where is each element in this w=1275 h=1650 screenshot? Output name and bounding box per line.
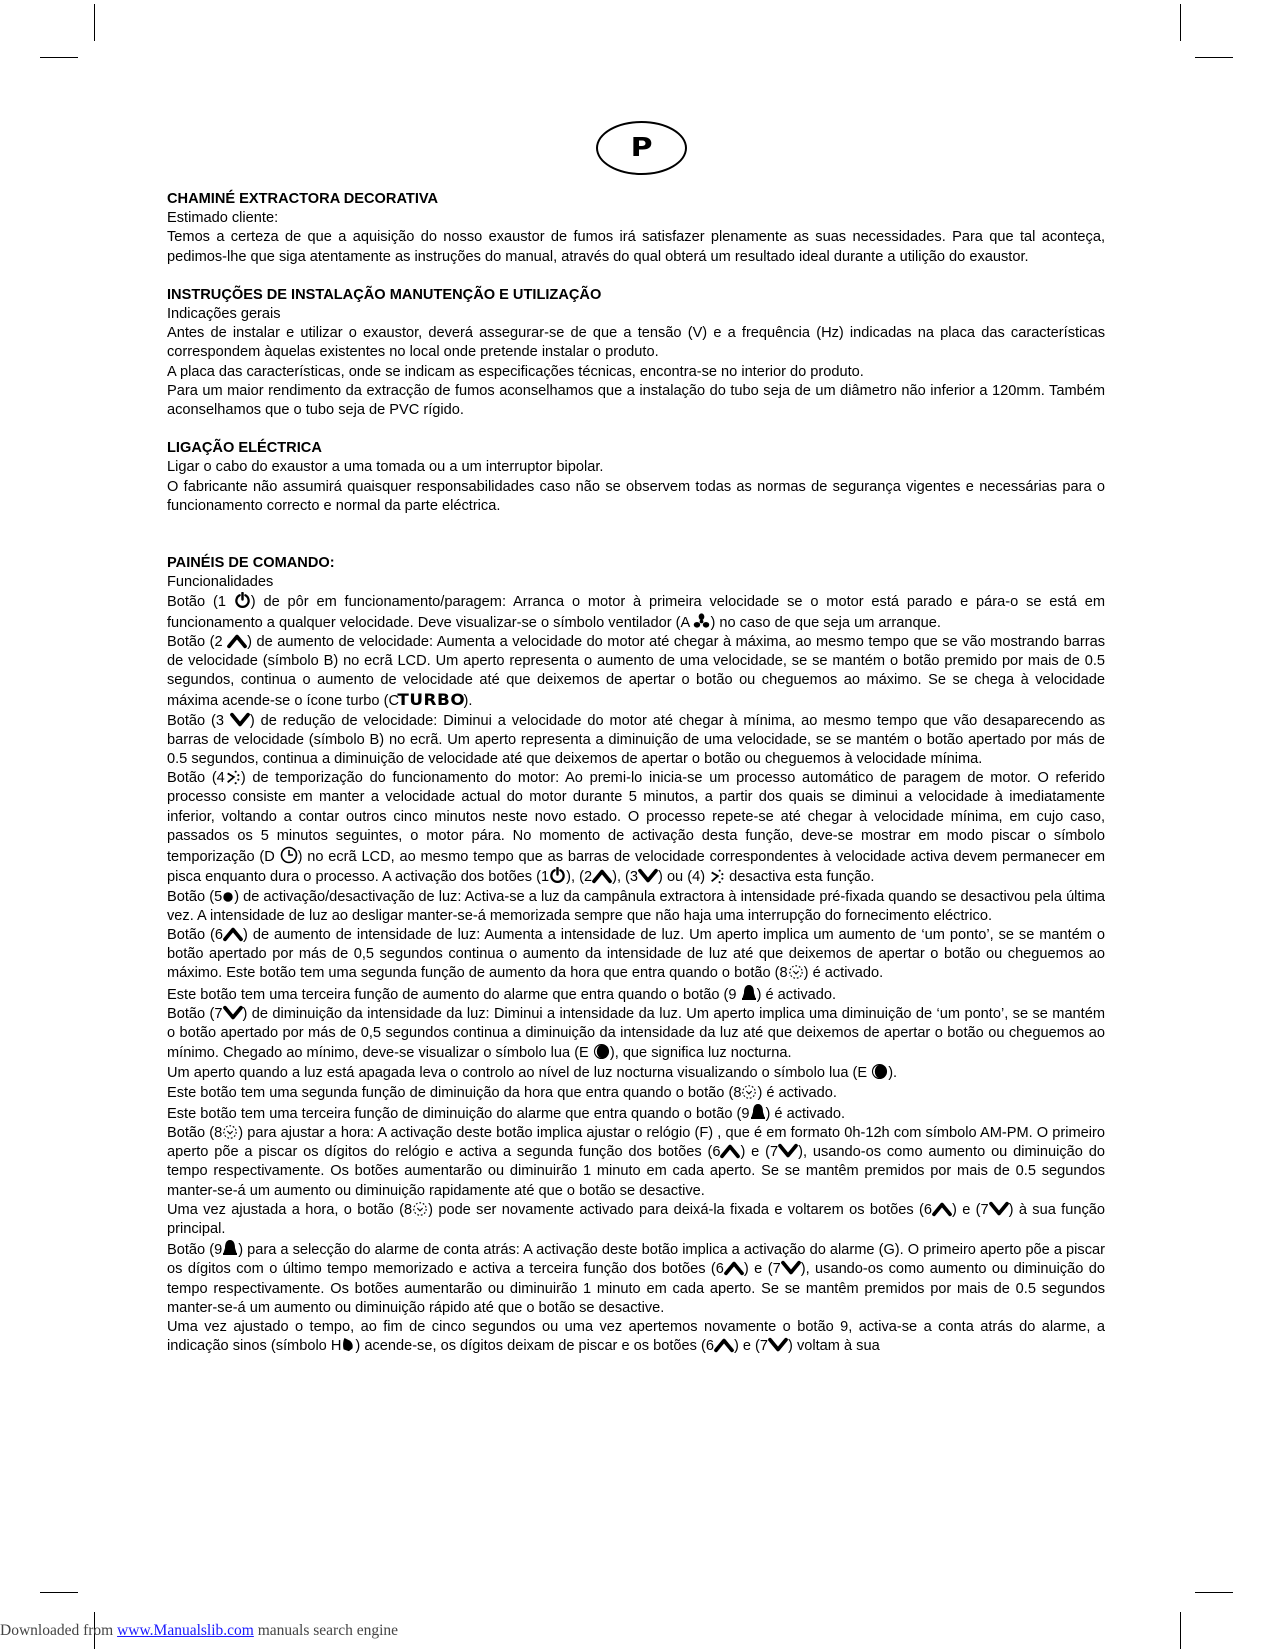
power-icon (549, 867, 566, 884)
bell-icon (741, 984, 757, 1002)
timer-icon (225, 769, 241, 785)
button-8-description: Botão (8 ) para ajustar a hora: A activação deste botão implica ajustar o relógio (F) , que é em formato 0h-12h com símbolo AM-PM. O primeiro aperto põe a piscar os dígitos do relógio e activa a segunda função dos botões (6 ) e (7 ), usando-os como aumento ou diminuição do tempo respectivamente. Os botões aumentarão ou diminuirão 1 minuto em cada aperto. Se se mantêm premidos por mais de 0.5 segundos manter-se-á um aumento ou diminuição rapidamente até que o botão se desactive. (167, 1124, 1105, 1199)
paragraph: Temos a certeza de que a aquisição do nosso exaustor de fumos irá satisfazer plenamente as suas necessidades. Para que tal aconteça, pedimos-lhe que siga atentamente as instruções do manual, através do qual obterá um resultado ideal durante a utilição do exaustor. (167, 229, 1105, 265)
button-1-description: Botão (1 ) de pôr em funcionamento/paragem: Arranca o motor à primeira velocidade se o motor está parado e pára-o se está em funcionamento a qualquer velocidade. Deve visualizar-se o símbolo ventilador (A ) no caso de que seja um arranque. (167, 594, 1105, 631)
button-7-description: Botão (7 ) de diminuição da intensidade da luz: Diminui a intensidade da luz. Um aperto implica uma diminuição de ‘um ponto’, se se mantém o botão apertado por más de 0,5 segundos continua a diminuição da intensidade da luz até que deixemos de apertar o botão ou cheguemos ao mínimo. Chegado ao mínimo, deve-se visualizar o símbolo lua (E ), que significa luz nocturna. (167, 1005, 1105, 1062)
crop-mark (1180, 1612, 1181, 1649)
paragraph: O fabricante não assumirá quaisquer responsabilidades caso não se observem todas as normas de segurança vigentes e necessárias para o funcionamento correcto e normal da parte eléctrica. (167, 478, 1105, 514)
paragraph: Funcionalidades (167, 574, 274, 591)
moon-icon (871, 1063, 888, 1080)
download-footer: Downloaded from www.Manualslib.com manuals search engine (0, 1622, 399, 1639)
chevron-up-icon (592, 868, 612, 884)
button-2-description: Botão (2 ) de aumento de velocidade: Aumenta a velocidade do motor até chegar à máxima, ao mesmo tempo que se vão mostrando barras de velocidade (símbolo B) no ecrã LCD. Um aperto representa o aumento de uma velocidade, se se mantém o botão premido por mais de 0.5 segundos, continua o aumento de velocidade até que deixemos de apertar o botão ou cheguemos ao máximo. Se se chega à velocidade máxima acende-se o ícone turbo (CTURBO). (167, 633, 1105, 710)
chevron-up-icon (714, 1337, 734, 1353)
paragraph: Para um maior rendimento da extracção de fumos aconselhamos que a instalação do tubo seja de um diâmetro não inferior a 120mm. Também aconselhamos que o tubo seja de PVC rígido. (167, 382, 1105, 419)
clock-dotted-icon (741, 1084, 757, 1100)
section-title-electrical: LIGAÇÃO ELÉCTRICA (167, 440, 322, 457)
crop-mark (94, 4, 95, 41)
chevron-up-icon (724, 1260, 744, 1276)
manualslib-link[interactable]: www.Manualslib.com (117, 1622, 254, 1639)
turbo-icon: TURBO (397, 690, 466, 710)
section-title-chimney: CHAMINÉ EXTRACTORA DECORATIVA (167, 191, 439, 207)
paragraph: Este botão tem uma terceira função de diminuição do alarme que entra quando o botão (9 ) é activado. (167, 1103, 1105, 1124)
chevron-down-icon (781, 1260, 801, 1276)
paragraph: Um aperto quando a luz está apagada leva o controlo ao nível de luz nocturna visualizando o símbolo lua (E ). (167, 1065, 898, 1082)
button-6-description: Botão (6 ) de aumento de intensidade de luz: Aumenta a intensidade de luz. Um aperto implica um aumento de ‘um ponto’, se se mantém o botão apertado por más de 0,5 segundos continua o aumento da intensidade de luz até que deixemos de apertar o botão ou cheguemos ao máximo. Este botão tem uma segunda função de aumento da hora que entra quando o botão (8 ) é activado. (167, 926, 1106, 982)
chevron-down-icon (230, 712, 250, 728)
crop-mark (1180, 4, 1181, 41)
paragraph: Indicações gerais (167, 306, 281, 323)
bell-small-icon (341, 1337, 355, 1353)
clock-dotted-icon (412, 1201, 428, 1217)
moon-icon (593, 1043, 610, 1060)
fan-icon (693, 613, 710, 630)
crop-mark (1195, 1592, 1233, 1593)
crop-mark (40, 1592, 78, 1593)
button-5-description: Botão (5 ) de activação/desactivação de luz: Activa-se a luz da campânula extractora à intensidade pré-fixada quando se desactivou pela última vez. A intensidade de luz ao desligar manter-se-á memorizada sempre que não haja uma interrupção do fornecimento eléctrico. (167, 888, 1105, 924)
language-badge-letter: P (630, 133, 653, 163)
chevron-down-icon (778, 1143, 798, 1159)
bell-icon (222, 1239, 238, 1257)
chevron-up-icon (223, 926, 243, 942)
clock-dotted-icon (222, 1124, 238, 1140)
language-badge (596, 121, 687, 175)
timer-icon (709, 868, 725, 884)
clock-dotted-icon (788, 964, 804, 980)
section-title-installation: INSTRUÇÕES DE INSTALAÇÃO MANUTENÇÃO E UTILIZAÇÃO (167, 286, 602, 303)
paragraph: Antes de instalar e utilizar o exaustor, deverá assegurar-se de que a tensão (V) e a frequência (Hz) indicadas na placa das características correspondem àquelas existentes no local onde pretende instalar o produto. (167, 325, 1105, 361)
crop-mark (40, 57, 78, 58)
chevron-up-icon (720, 1143, 740, 1159)
bell-icon (750, 1103, 766, 1121)
light-icon (222, 890, 234, 904)
paragraph: Este botão tem uma segunda função de diminuição da hora que entra quando o botão (8 ) é activado. (167, 1084, 837, 1101)
chevron-down-icon (638, 868, 658, 884)
crop-mark (1195, 57, 1233, 58)
button-4-description: Botão (4 ) de temporização do funcionamento do motor: Ao premi-lo inicia-se um processo automático de paragem de motor. O referido processo consiste em manter a velocidade actual do motor durante 5 minutos, a partir dos quais se diminui a velocidade à imediatamente inferior, voltando a contar outros cinco minutos neste novo estado. O processo repete-se até chegar à velocidade mínima, em cujo caso, passados os 5 minutos seguintes, o motor pára. No momento de activação desta função, deve-se mostrar em modo piscar o símbolo temporização (D ) no ecrã LCD, ao mesmo tempo que as barras de velocidade correspondentes à velocidade activa devem permanecer em pisca enquanto dura o processo. A activação dos botões (1 ), (2 ), (3 ) ou (4) desactiva esta função. (167, 770, 1106, 886)
button-3-description: Botão (3 ) de redução de velocidade: Diminui a velocidade do motor até chegar à mínima, ao mesmo tempo que vão desaparecendo as barras de velocidade (símbolo B) no ecrã. Um aperto representa a diminuição de uma velocidade, se se mantém o botão apertado por más de 0.5 segundos, continua a diminuição de velocidade até que deixemos de apertar o botão ou cheguemos à velocidade mínima. (167, 712, 1105, 768)
chevron-up-icon (227, 633, 247, 649)
power-icon (234, 592, 251, 609)
chevron-down-icon (223, 1005, 243, 1021)
paragraph: A placa das características, onde se indicam as especificações técnicas, encontra-se no interior do produto. (167, 363, 864, 380)
paragraph: Uma vez ajustado o tempo, ao fim de cinco segundos ou uma vez apertemos novamente o botão 9, activa-se a conta atrás do alarme, a indicação sinos (símbolo H ) acende-se, os dígitos deixam de piscar e os botões (6 ) e (7 ) voltam à sua (167, 1318, 1105, 1355)
button-9-description: Botão (9 ) para a selecção do alarme de conta atrás: A activação deste botão implica a activação do alarme (G). O primeiro aperto põe a piscar os dígitos com o último tempo memorizado e activa a terceira função dos botões (6 ) e (7 ), usando-os como aumento ou diminuição do tempo respectivamente. Os botões aumentarão ou diminuirão 1 minuto em cada aperto. Se se mantêm premidos por mais de 0.5 segundos manter-se-á um aumento ou diminuição rápido até que o botão se desactive. (167, 1239, 1105, 1318)
chevron-down-icon (989, 1201, 1009, 1217)
chevron-up-icon (932, 1201, 952, 1217)
document-body (167, 190, 1105, 1356)
clock-icon (280, 846, 298, 864)
paragraph: Uma vez ajustada a hora, o botão (8 ) pode ser novamente activado para deixá-la fixada e voltarem os botões (6 ) e (7 ) à sua função principal. (167, 1201, 1106, 1237)
section-title-control-panels: PAINÉIS DE COMANDO: (167, 555, 335, 572)
paragraph: Este botão tem uma terceira função de aumento do alarme que entra quando o botão (9 ) é activado. (167, 984, 1105, 1005)
chevron-down-icon (768, 1337, 788, 1353)
paragraph: Ligar o cabo do exaustor a uma tomada ou a um interruptor bipolar. (167, 459, 604, 476)
paragraph: Estimado cliente: (167, 210, 279, 227)
